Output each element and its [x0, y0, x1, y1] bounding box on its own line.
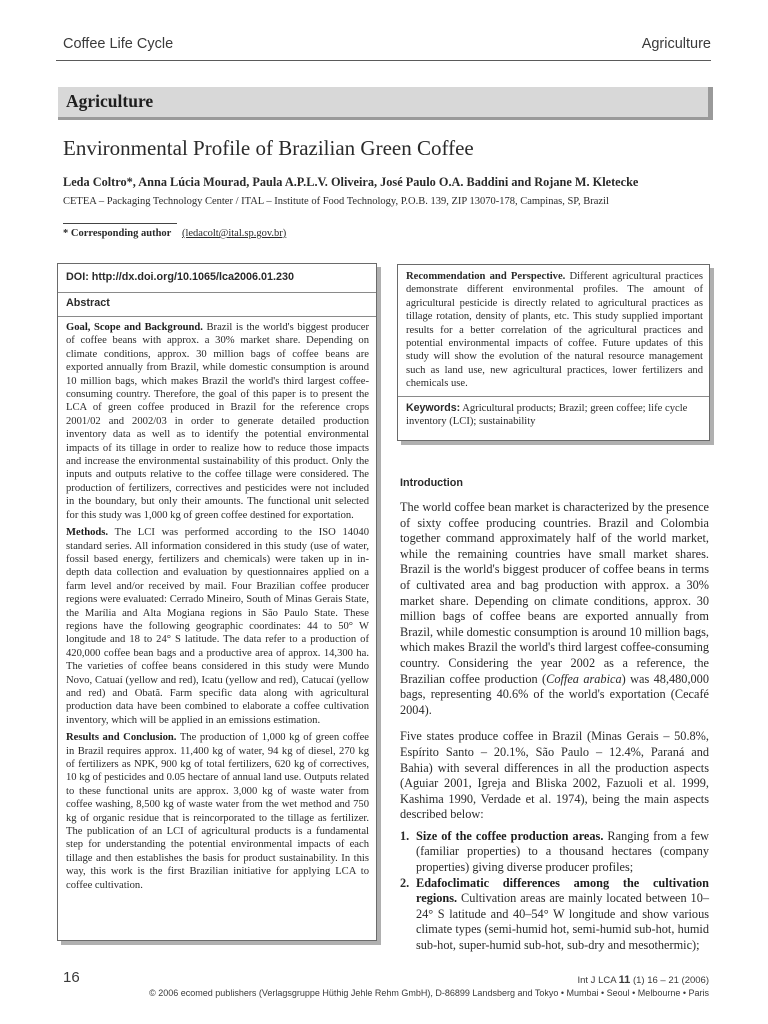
journal-volume: 11 — [618, 974, 631, 986]
list-item — [400, 829, 709, 876]
recommendation-box — [397, 264, 710, 441]
keywords-paragraph — [406, 402, 703, 429]
recommendation-label: Recommendation and Perspective. — [406, 271, 566, 282]
production-aspects-list — [400, 829, 709, 954]
article-title: Environmental Profile of Brazilian Green Coffee — [63, 136, 474, 160]
introduction-paragraph-1 — [400, 500, 709, 718]
abstract-methods-paragraph — [66, 526, 369, 727]
keywords-label: Keywords: — [406, 402, 461, 414]
abstract-goal-label: Goal, Scope and Background. — [66, 322, 203, 333]
abstract-goal-text: Brazil is the world's biggest producer of coffee beans with approx. a 30% market share. Depending on climate conditions, approx. 30 million bags of coffee beans are exported annually from Brazil, while domestic consumption is around 10 million bags, which makes Brazil the world's third largest coffee-consuming country. Therefore, the goal of this paper is to present the LCA of green coffee produced in Brazil for the reference crops 2001/02 and 2002/03 in order to generate detailed production inventory data as well as to identify the potential environmental impacts of its tillage in order to realize how to reduce those impacts and increase the environmental sustainability of this product. Only the inputs and outputs relative to the coffee tillage were considered. The production of fertilizers, correctives and pesticides were not included in the boundary, but only their amounts. The functional unit selected for this study was 1,000 kg of green coffee destined for exportation. — [66, 322, 369, 521]
abstract-results-paragraph — [66, 731, 369, 892]
introduction-paragraph-1-part-b: ) was 48,480,000 bags, representing 40.6% of the world's exportation (Cecafé 2004). — [400, 671, 709, 717]
recommendation-text: Different agricultural practices demonstrate different environmental profiles. The amount of agricultural pesticide is directly related to agricultural practices as tillage rotation, density of plants, etc. This study supplied important results for a better correlation of the agricultural practices and potential environmental impacts of coffee. Future updates of this study will show the evolution of the natural resource management such as land use, new agricultural practices, lower fertilizers and chemicals use. — [406, 271, 704, 390]
list-item — [400, 876, 709, 954]
list-item-label: Edafoclimatic differences among the cultivation regions. — [416, 875, 709, 906]
introduction-heading: Introduction — [400, 477, 463, 489]
copyright-notice: © 2006 ecomed publishers (Verlagsgruppe Hüthig Jehle Rehm GmbH), D-86899 Landsberg and Tokyo • Mumbai • Seoul • Melbourne • Paris — [149, 988, 709, 998]
journal-issue-pages: (1) 16 – 21 (2006) — [630, 975, 709, 986]
footnote-rule — [63, 223, 177, 224]
introduction-paragraph-1-part-a: The world coffee bean market is characterized by the presence of sixty coffee producing countries. Brazil and Colombia together command approximately half of the world market, while the remaining countries have small market shares. Brazil is the world's biggest producer of coffee beans in terms of cultivated area and bag production with approx. a 30% market share. Depending on climate conditions, approx. 30 million bags of coffee beans are exported annually from Brazil, while domestic consumption is around 10 million bags, which makes Brazil the world's third largest coffee-consuming country. Considering the year 2002 as a reference, the Brazilian coffee production ( — [400, 500, 709, 686]
abstract-body — [66, 321, 369, 896]
list-item-number: 2. — [400, 875, 410, 890]
keywords-text: Agricultural products; Brazil; green coffee; life cycle inventory (LCI); sustainability — [406, 403, 688, 428]
running-header-title: Coffee Life Cycle — [63, 36, 174, 52]
page-number: 16 — [63, 969, 80, 986]
abstract-heading: Abstract — [66, 297, 110, 309]
corresponding-author — [63, 228, 286, 239]
corresponding-author-email[interactable]: (ledacolt@ital.sp.gov.br) — [181, 228, 287, 239]
affiliation: CETEA – Packaging Technology Center / ITAL – Institute of Food Technology, P.O.B. 139, ZIP 13070-178, Campinas, SP, Brazil — [63, 196, 609, 207]
header-divider — [56, 60, 711, 61]
doi-link[interactable]: DOI: http://dx.doi.org/10.1065/lca2006.01.230 — [66, 271, 295, 283]
abstract-methods-label: Methods. — [66, 527, 109, 539]
introduction-paragraph-2: Five states produce coffee in Brazil (Minas Gerais – 50.8%, Espírito Santo – 20.1%, São Paulo – 12.4%, Paraná and Bahia) with several differences in all the production aspects (Aguiar 2001, Igreja and Bliska 2002, Fazuoli et al. 1999, Kashima 1990, Verdade et al. 1974), being the main aspects described below: — [400, 729, 709, 822]
doi-divider — [58, 292, 376, 293]
corresponding-author-label: * Corresponding author — [63, 228, 172, 239]
abstract-methods-text: The LCI was performed according to the ISO 14040 standard series. All information considered in this study (use of water, fossil based energy, fertilizers and chemicals) were taken up in in-depth data collection and evaluation by questionnaires applied on a farm level and/or received by mail. Four Brazilian coffee producer regions were evaluated: Cerrado Mineiro, South of Minas Gerais State, the Marília and Alta Mogiana regions in São Paulo State. These regions have the following geographic coordinates: 44 to 50° W longitude and 18 to 24° S latitude. The data refer to a production of 420,000 coffee bean bags and a productive area of approx. 14,300 ha. The varieties of coffee beans considered in this study were Mundo Novo, Catuaí (yellow and red), Icatu (yellow and red), Catucaí (yellow and red) and Obatã. Farm specific data along with agricultural production data have been combined to elaborate a coffee cultivation inventory, which will be applied in an emissions estimation. — [66, 527, 369, 726]
abstract-goal-paragraph — [66, 321, 369, 522]
section-banner-label: Agriculture — [66, 91, 154, 111]
journal-reference — [577, 974, 709, 986]
running-header — [63, 36, 711, 56]
section-banner — [58, 87, 713, 120]
abstract-results-text: The production of 1,000 kg of green coffee in Brazil requires approx. 11,400 kg of water, 94 kg of diesel, 270 kg of fertilizers as NPK, 900 kg of total fertilizers, 620 kg of correctives, 10 kg of pesticides and 0.05 hectare of annual land use. Outputs related to these functional units are approx. 3,000 kg of waste water from coffee washing, 8,500 kg of waste water from the wet method and 750 kg of organic residue that is reincorporated to the tillage as fertilizer. The publication of an LCI of agricultural products is a fundamental step for understanding the potential environmental impacts of each tillage and then establishes the basis for product sustainability. In this way, this work is the first Brazilian initiative for applying LCA to coffee cultivation. — [66, 732, 369, 891]
introduction-body — [400, 500, 709, 954]
list-item-label: Size of the coffee production areas. — [416, 828, 604, 843]
abstract-box — [57, 263, 377, 941]
list-item-text: Cultivation areas are mainly located between 10–24° S latitude and 40–54° W longitude and show various climate types (semi-humid hot, semi-humid sub-hot, humid sub-hot, super-humid sub-hot, sub-dry and mesothermic); — [416, 891, 709, 953]
list-item-text: Ranging from a few (familiar properties) to a thousand hectares (company properties) giving diverse producer profiles; — [416, 828, 709, 875]
running-header-section: Agriculture — [641, 36, 711, 52]
species-name: Coffea arabica — [546, 671, 622, 686]
abstract-results-label: Results and Conclusion. — [66, 732, 177, 744]
journal-name: Int J LCA — [577, 975, 619, 986]
list-item-number: 1. — [400, 828, 410, 843]
author-list: Leda Coltro*, Anna Lúcia Mourad, Paula A.P.L.V. Oliveira, José Paulo O.A. Baddini and Rojane M. Kletecke — [63, 175, 639, 189]
keywords-divider — [398, 396, 709, 397]
recommendation-paragraph — [406, 270, 703, 391]
abstract-divider — [58, 316, 376, 317]
